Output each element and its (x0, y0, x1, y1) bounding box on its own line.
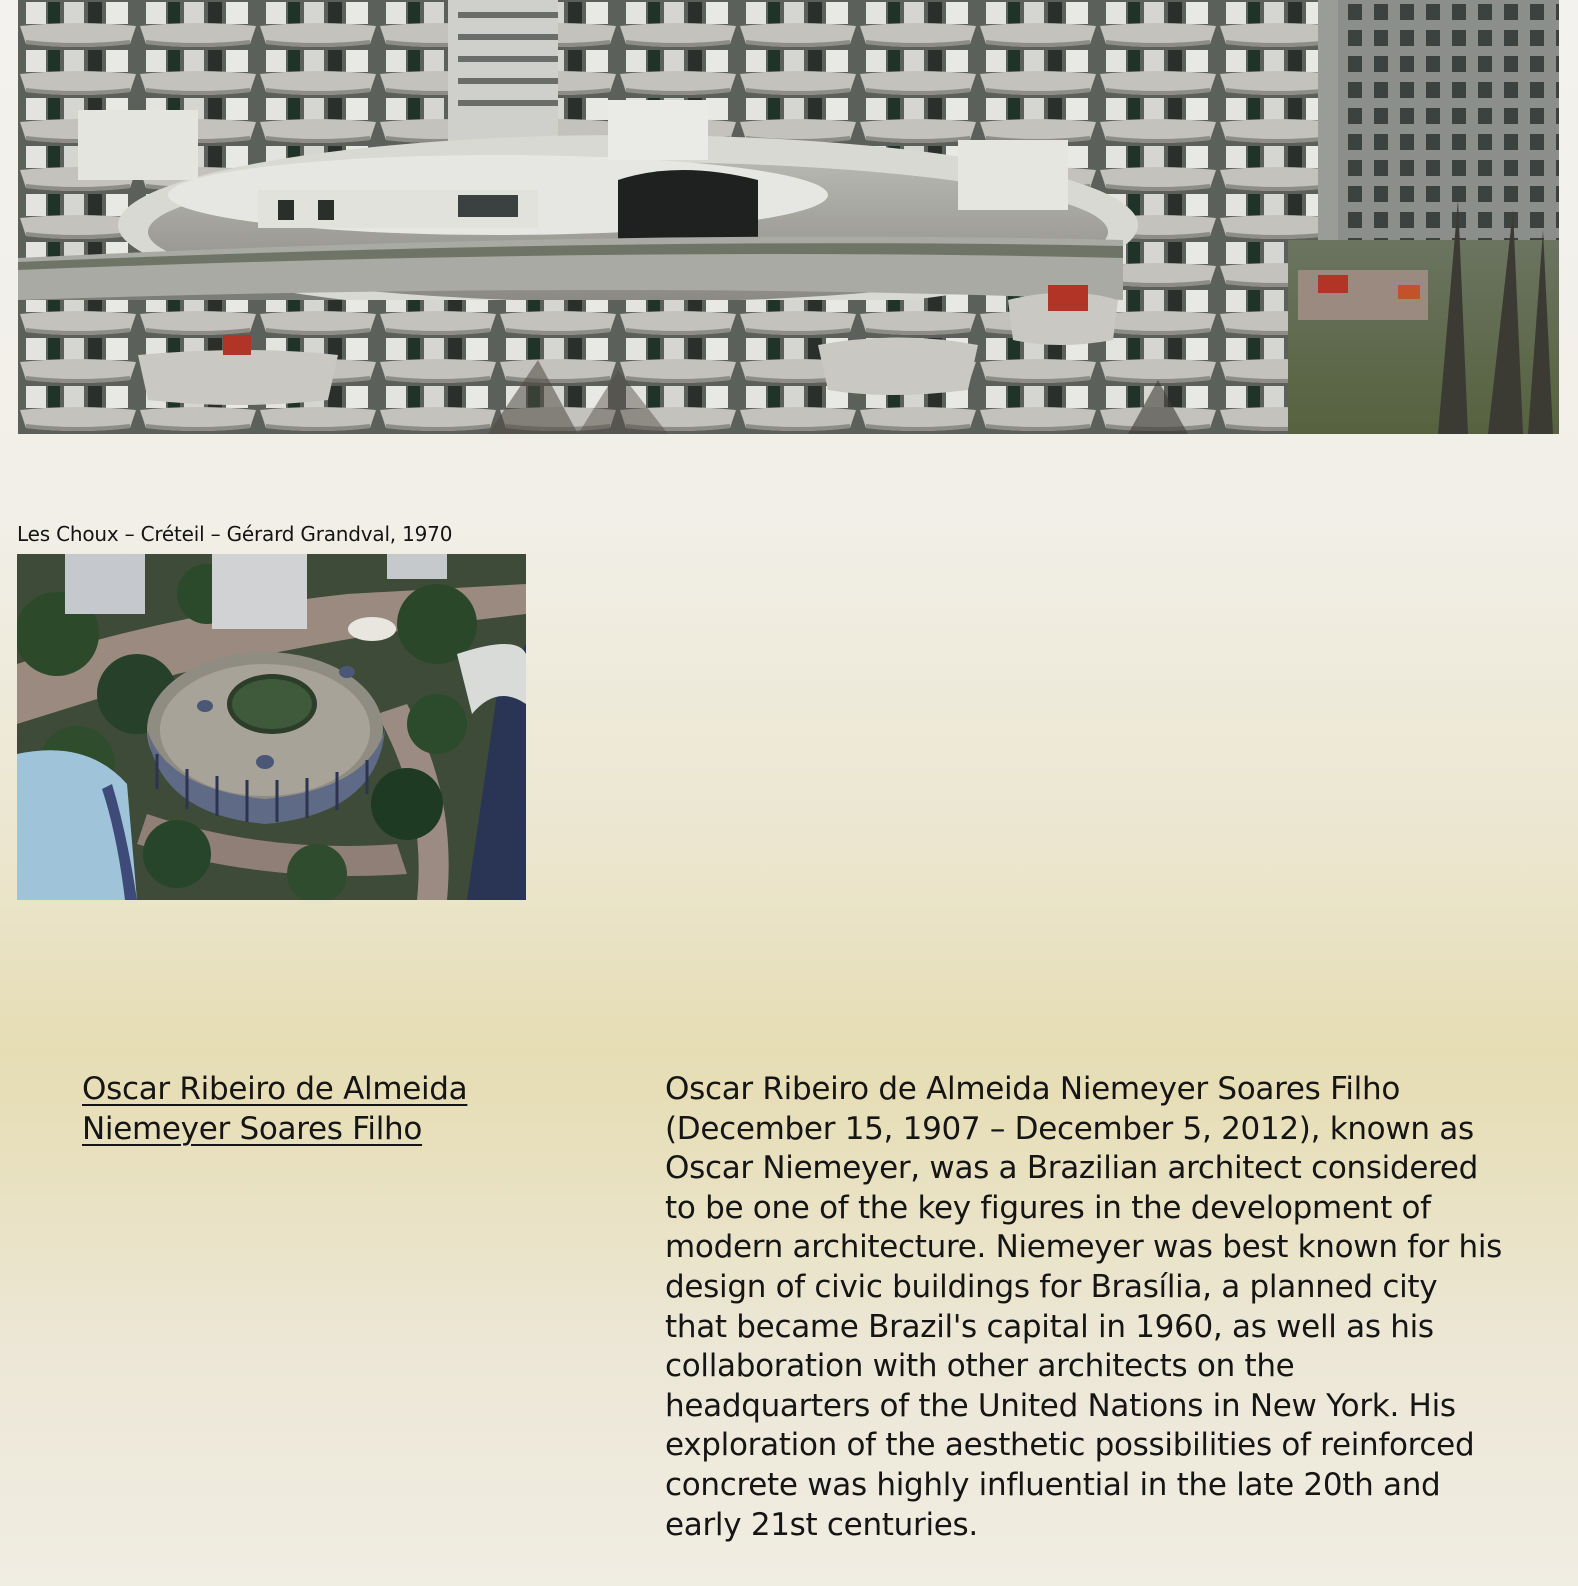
architect-bio: Oscar Ribeiro de Almeida Niemeyer Soares Filho (December 15, 1907 – December 5, 2012), known as Oscar Niemeyer, was a Brazilian architect considered to be one of the key figures in the development of modern architecture. Niemeyer was best known for his design of civic buildings for Brasília, a planned city that became Brazil's capital in 1960, as well as his collaboration with other architects on the headquarters of the United Nations in New York. His exploration of the aesthetic possibilities of reinforced concrete was highly influential in the late 20th and early 21st centuries. (665, 1071, 1503, 1543)
architect-name-link[interactable]: Oscar Ribeiro de Almeida Niemeyer Soares Filho (82, 1071, 468, 1147)
photo-caption: Les Choux – Créteil – Gérard Grandval, 1970 (17, 522, 453, 546)
hero-photo (18, 0, 1559, 434)
hero-photo-art (18, 0, 1559, 434)
aerial-photo-art (17, 554, 526, 900)
aerial-photo (17, 554, 526, 900)
